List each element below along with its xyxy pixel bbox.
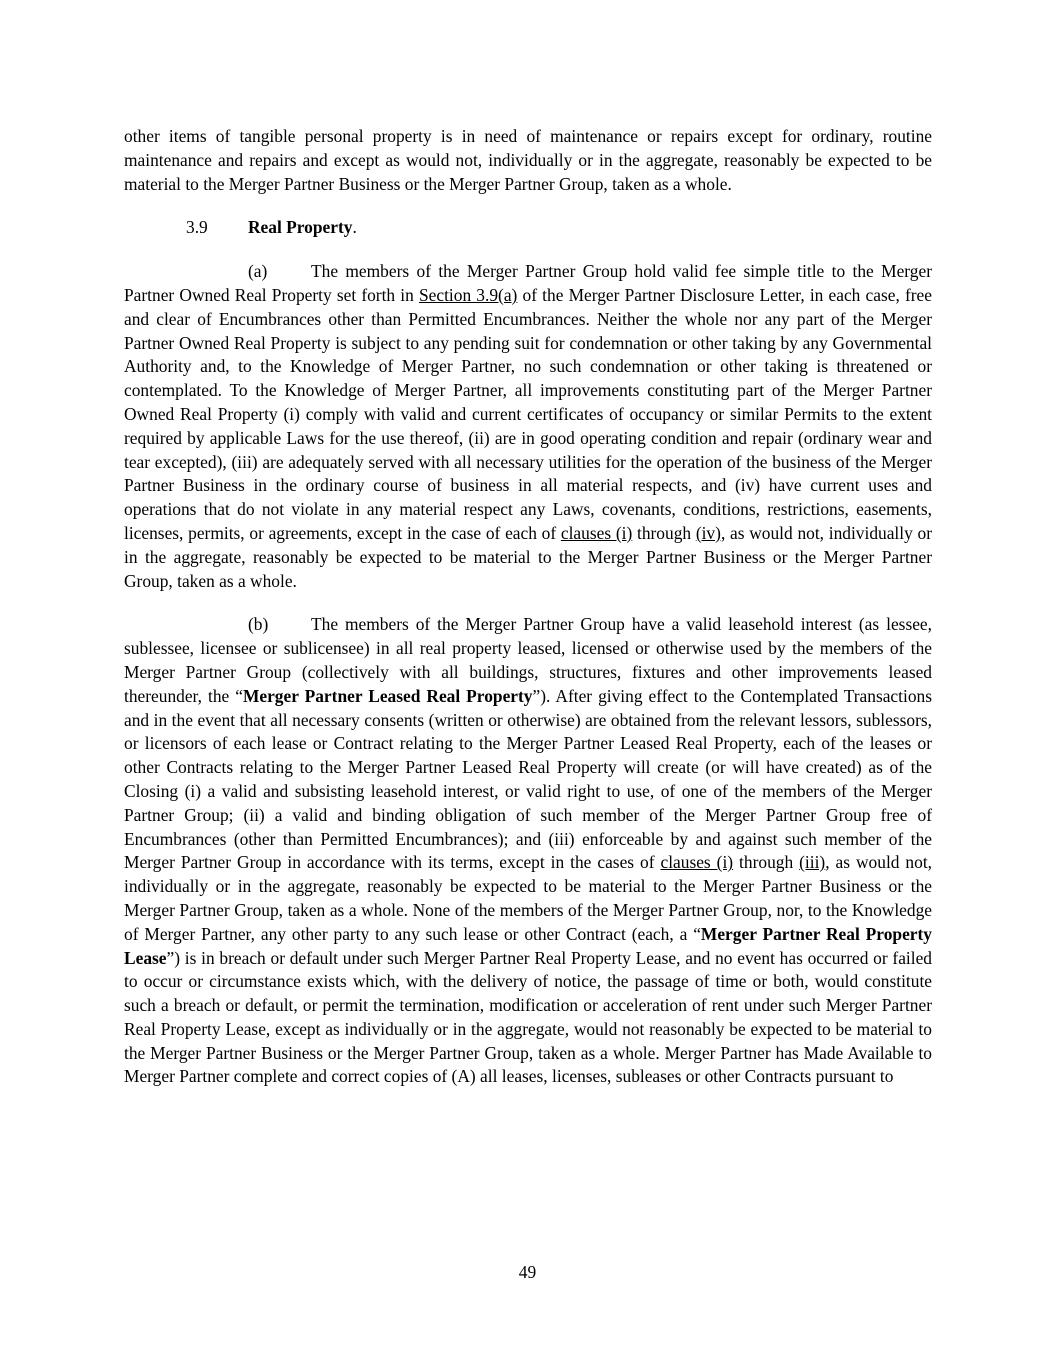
- paragraph-a-text-1: The members of the Merger Partner Group hold valid fee simple title to the Merger Partner Owned Real Property set forth in: [124, 261, 932, 305]
- paragraph-b-text-1: The members of the Merger Partner Group have a valid leasehold interest (as lessee, sublessee, licensee or sublicensee) in all real property leased, licensed or otherwise used by the members of the Merger Partner Group (collectively with all buildings, structures, fixtures and other improvements leased thereunder, the “: [124, 614, 932, 706]
- paragraph-a-label: (a): [248, 261, 268, 282]
- paragraph-a-text-3: through: [632, 522, 696, 543]
- paragraph-a-text-2: of the Merger Partner Disclosure Letter, in each case, free and clear of Encumbrances other than Permitted Encumbrances. Neither the whole nor any part of the Merger Partner Owned Real Property is subject to any pending suit for condemnation or other taking by any Governmental Authority and, to the Knowledge of Merger Partner, no such condemnation or other taking is threatened or contemplated. To the Knowledge of Merger Partner, all improvements constituting part of the Merger Partner Owned Real Property (i) comply with valid and current certificates of occupancy or similar Permits to the extent required by applicable Laws for the use thereof, (ii) are in good operating condition and repair (ordinary wear and tear excepted), (iii) are adequately served with all necessary utilities for the operation of the business of the Merger Partner Business in the ordinary course of business in all material respects, and (iv) have current uses and operations that do not violate in any material respect any Laws, covenants, conditions, restrictions, easements, licenses, permits, or agreements, except in the case of each of: [124, 284, 932, 543]
- intro-paragraph: other items of tangible personal property is in need of maintenance or repairs except for ordinary, routine maintenance and repairs and except as would not, individually or in the aggregate, reasonably be expected to be material to the Merger Partner Business or the Merger Partner Group, taken as a whole.: [124, 126, 932, 194]
- paragraph-b-text-4: , as would not, individually or in the aggregate, reasonably be expected to be material to the Merger Partner Business or the Merger Partner Group, taken as a whole. None of the members of the Merger Partner Group, nor, to the Knowledge of Merger Partner, any other party to any such lease or other Contract (each, a “: [124, 852, 933, 944]
- section-title: Real Property: [248, 217, 353, 238]
- document-page: [124, 125, 932, 1089]
- clause-reference-start: clauses (i): [560, 522, 633, 543]
- defined-term-leased-real-property: Merger Partner Leased Real Property: [242, 685, 533, 706]
- clause-reference-end: (iii): [799, 852, 826, 873]
- section-title-punct: .: [352, 217, 357, 238]
- paragraph-b-label: (b): [248, 614, 269, 635]
- clause-reference-end: (iv): [695, 522, 721, 543]
- paragraph-a: [124, 260, 932, 593]
- paragraph-a-text-4: , as would not, individually or in the aggregate, reasonably be expected to be material to the Merger Partner Business or the Merger Partner Group, taken as a whole.: [124, 522, 933, 591]
- paragraph-b: [124, 613, 932, 1089]
- defined-term-real-property-lease: Merger Partner Real Property Lease: [124, 923, 933, 968]
- paragraph-b-text-5: ”) is in breach or default under such Merger Partner Real Property Lease, and no event has occurred or failed to occur or circumstance exists which, with the delivery of notice, the passage of time or both, would constitute such a breach or default, or permit the termination, modification or acceleration of rent under such Merger Partner Real Property Lease, except as individually or in the aggregate, would not reasonably be expected to be material to the Merger Partner Business or the Merger Partner Group, taken as a whole. Merger Partner has Made Available to Merger Partner complete and correct copies of (A) all leases, licenses, subleases or other Contracts pursuant to: [124, 947, 932, 1087]
- paragraph-b-text-2: ”). After giving effect to the Contemplated Transactions and in the event that all necessary consents (written or otherwise) are obtained from the relevant lessors, sublessors, or licensors of each lease or Contract relating to the Merger Partner Leased Real Property, each of the leases or other Contracts relating to the Merger Partner Leased Real Property will create (or will have created) as of the Closing (i) a valid and subsisting leasehold interest, or valid right to use, of one of the members of the Merger Partner Group; (ii) a valid and binding obligation of such member of the Merger Partner Group free of Encumbrances (other than Permitted Encumbrances); and (iii) enforceable by and against such member of the Merger Partner Group in accordance with its terms, except in the cases of: [124, 685, 932, 873]
- clause-reference-start: clauses (i): [660, 852, 734, 873]
- page-number: 49: [518, 1262, 537, 1282]
- section-reference: Section 3.9(a): [418, 284, 518, 305]
- section-heading: 3.9 Real Property.: [186, 217, 357, 238]
- paragraph-b-text-3: through: [733, 852, 800, 873]
